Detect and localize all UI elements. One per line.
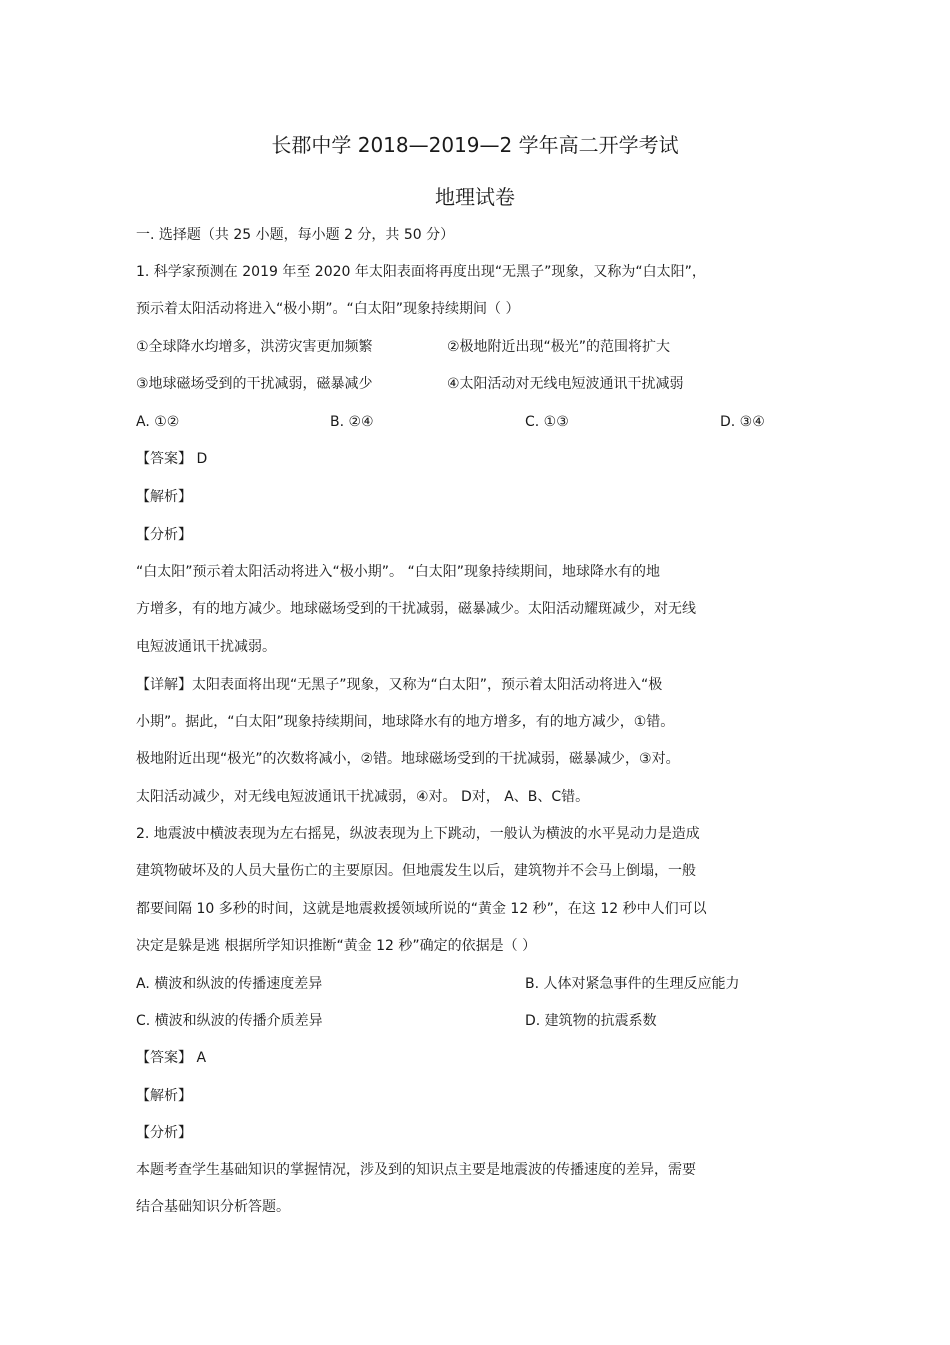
q2-stem-line-3: 都要间隔 10 多秒的时间，这就是地震救援领域所说的“黄金 12 秒”，在这 12 秒中人们可以 [136, 901, 707, 917]
q1-option-a: A. ①② [136, 414, 180, 430]
q2-option-b: B. 人体对紧急事件的生理反应能力 [525, 976, 740, 992]
q1-detail-line-3: 极地附近出现“极光”的次数将减小，②错。地球磁场受到的干扰减弱，磁暴减少，③对。 [136, 751, 680, 767]
q1-statement-2: ②极地附近出现“极光”的范围将扩大 [447, 339, 671, 355]
q2-stem-line-1: 2. 地震波中横波表现为左右摇晃，纵波表现为上下跳动，一般认为横波的水平晃动力是造成 [136, 826, 700, 842]
q2-fenxi-label: 【分析】 [136, 1125, 192, 1141]
q1-stem-line-2: 预示着太阳活动将进入“极小期”。“白太阳”现象持续期间（ ） [136, 301, 520, 317]
q1-detail-line-4: 太阳活动减少，对无线电短波通讯干扰减弱，④对。 D对， A、B、C错。 [136, 789, 590, 805]
q2-fenxi-line-1: 本题考查学生基础知识的掌握情况，涉及到的知识点主要是地震波的传播速度的差异，需要 [136, 1162, 696, 1178]
q2-analysis-label: 【解析】 [136, 1088, 192, 1104]
q1-statement-4: ④太阳活动对无线电短波通讯干扰减弱 [447, 376, 684, 392]
q2-stem-line-4: 决定是躲是逃 根据所学知识推断“黄金 12 秒”确定的依据是（ ） [136, 938, 537, 954]
q1-statement-3: ③地球磁场受到的干扰减弱，磁暴减少 [136, 376, 373, 392]
exam-subject: 地理试卷 [435, 185, 515, 209]
exam-title: 长郡中学 2018—2019—2 学年高二开学考试 [271, 133, 679, 157]
q2-stem-line-2: 建筑物破坏及的人员大量伤亡的主要原因。但地震发生以后，建筑物并不会马上倒塌，一般 [136, 863, 696, 879]
q1-statement-1: ①全球降水均增多，洪涝灾害更加频繁 [136, 339, 373, 355]
q2-option-c: C. 横波和纵波的传播介质差异 [136, 1013, 323, 1029]
q1-analysis-label: 【解析】 [136, 489, 192, 505]
q1-fenxi-line-3: 电短波通讯干扰减弱。 [136, 639, 276, 655]
q1-fenxi-line-2: 方增多，有的地方减少。地球磁场受到的干扰减弱，磁暴减少。太阳活动耀斑减少，对无线 [136, 601, 696, 617]
q2-option-d: D. 建筑物的抗震系数 [525, 1013, 657, 1029]
q1-fenxi-line-1: “白太阳”预示着太阳活动将进入“极小期”。 “白太阳”现象持续期间，地球降水有的地 [136, 564, 660, 580]
q2-answer: 【答案】 A [136, 1050, 207, 1066]
q1-option-d: D. ③④ [720, 414, 765, 430]
q1-detail-line-1: 【详解】太阳表面将出现“无黑子”现象，又称为“白太阳”，预示着太阳活动将进入“极 [136, 677, 663, 693]
q2-fenxi-line-2: 结合基础知识分析答题。 [136, 1199, 290, 1215]
section-heading: 一. 选择题（共 25 小题，每小题 2 分，共 50 分） [136, 227, 455, 243]
q1-fenxi-label: 【分析】 [136, 527, 192, 543]
q1-answer: 【答案】 D [136, 451, 208, 467]
q1-stem-line-1: 1. 科学家预测在 2019 年至 2020 年太阳表面将再度出现“无黑子”现象，又称为“白太阳”， [136, 264, 706, 280]
q1-option-b: B. ②④ [330, 414, 374, 430]
q1-option-c: C. ①③ [525, 414, 569, 430]
q1-detail-line-2: 小期”。据此，“白太阳”现象持续期间，地球降水有的地方增多，有的地方减少，①错。 [136, 714, 675, 730]
q2-option-a: A. 横波和纵波的传播速度差异 [136, 976, 323, 992]
